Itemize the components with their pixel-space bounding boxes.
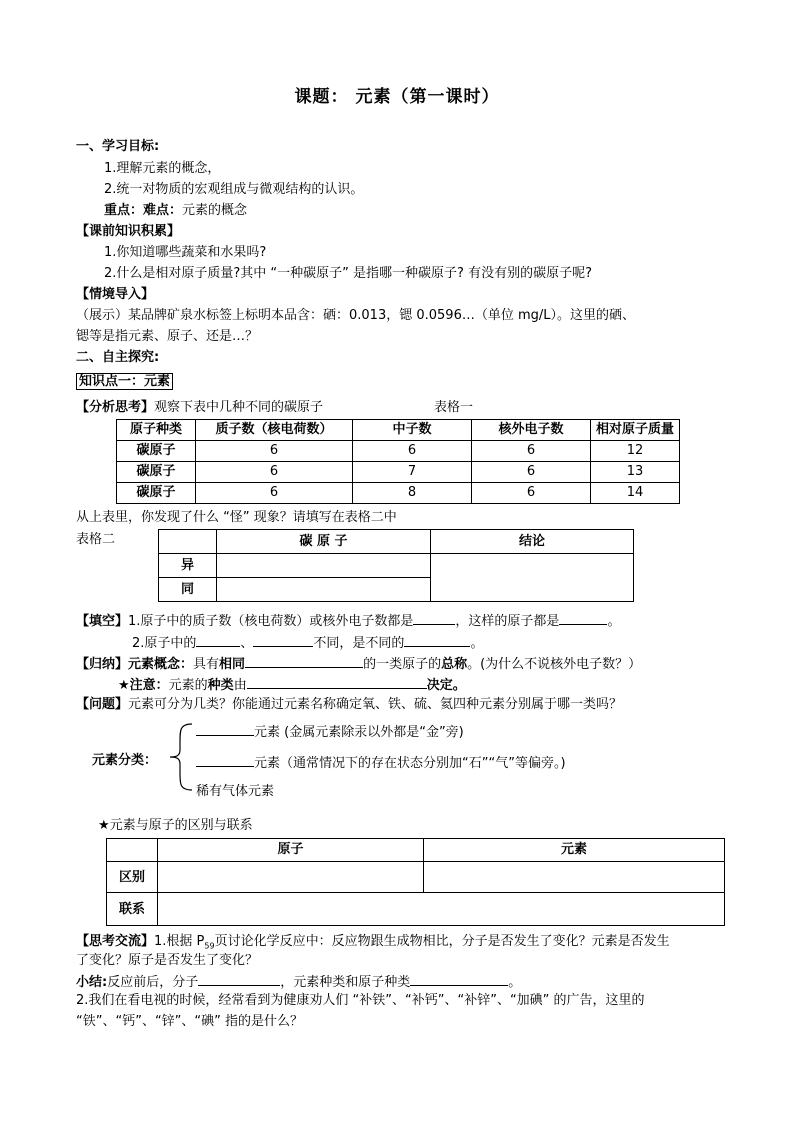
fill-line-2 [132,633,483,653]
conclusion-label: 小结: [76,975,108,990]
section-1-heading: 一、学习目标: [76,139,160,154]
discuss-text: 页讨论化学反应中：反应物跟生成物相比，分子是否发生了变化？元素是否发生 [214,934,670,949]
note-line [118,675,466,695]
summary-line [76,654,641,674]
table-cell: 13 [591,462,680,483]
note-label: ★注意： [118,678,169,693]
row-header: 联系 [107,893,158,926]
table-cell [159,530,217,554]
question-line [76,696,622,714]
summary-emphasis: 总称 [441,657,468,672]
table-cell: 碳原子 [117,483,196,504]
conclusion-text: 反应前后，分子 [107,975,199,990]
strange-question: 从上表里，你发现了什么 “怪” 现象？请填写在表格二中 [76,510,397,525]
knowledge-point-box: 知识点一：元素 [76,373,173,390]
table-row [117,462,680,483]
note-text: 决定。 [426,678,466,693]
table-cell [107,839,158,862]
discuss-text: 1.根据 P [154,934,205,949]
table-1-label: 表格一 [434,400,474,415]
fill-text: 2.原子中的 [132,636,197,651]
table-cell: 6 [472,462,591,483]
intro-line-1: （展示）某品牌矿泉水标签上标明本品含：硒：0.013，锶 0.0596…（单位 mg/L）。这里的硒、 [76,308,636,323]
tv-line-2: “铁”、“钙”、“锌”、“碘” 指的是什么？ [76,1014,304,1029]
fill-label: 【填空】 [76,614,129,629]
table-row [107,893,725,926]
discuss-label: 【思考交流】 [76,934,155,949]
table-cell: 6 [353,441,472,462]
answer-cell[interactable] [158,862,424,893]
note-emphasis: 种类 [207,678,234,693]
table-row [159,554,634,578]
answer-cell[interactable] [424,862,725,893]
discuss-line-2: 了变化？原子是否发生了变化？ [76,953,259,968]
summary-text: 具有 [193,657,220,672]
classify-item-noble: 稀有气体元素 [196,784,275,799]
row-header: 区别 [107,862,158,893]
conclusion-text: 。 [508,975,522,990]
intro-line-2: 锶等是指元素、原子、还是…？ [76,329,259,344]
table-cell: 14 [591,483,680,504]
blank-3[interactable] [196,633,240,647]
column-header: 结论 [431,530,634,554]
table-cell: 6 [196,462,353,483]
fill-line-1 [76,611,620,631]
column-header: 元素 [424,839,725,862]
column-header: 相对原子质量 [591,420,680,441]
carbon-atoms-table [116,419,680,504]
table-cell: 6 [472,483,591,504]
blank-7[interactable] [247,675,427,689]
key-points [104,202,247,220]
question-text: 元素可分为几类？你能通过元素名称确定氧、铁、硫、氦四种元素分别属于哪一类吗？ [128,697,623,712]
row-header: 异 [159,554,217,578]
note-text: 元素的 [168,678,208,693]
summary-emphasis: 相同 [219,657,246,672]
analysis-label: 【分析思考】 [76,400,155,415]
key-text: 元素的概念 [182,203,248,218]
goal-1: 1.理解元素的概念， [104,161,221,176]
answer-cell[interactable] [217,554,431,578]
tv-line-1: 2.我们在看电视的时候，经常看到为健康劝人们 “补铁”、“补钙”、“补锌”、“加碘” 的广告，这里的 [76,993,645,1008]
fill-text: 、 [240,636,254,651]
page-title: 课题： 元素（第一课时） [294,87,500,107]
table-row [117,483,680,504]
conclusion-cell[interactable] [431,554,634,602]
fill-text: 1.原子中的质子数（核电荷数）或核外电子数都是 [128,614,414,629]
section-2-heading: 二、自主探究: [76,350,160,365]
summary-text: 。(为什么不说核外电子数？） [467,657,642,672]
column-header: 原子 [158,839,424,862]
blank-4[interactable] [253,633,313,647]
relation-heading: ★元素与原子的区别与联系 [98,818,253,833]
classify-text: 元素 (金属元素除汞以外都是“金”旁) [254,725,464,740]
pre-question-2: 2.什么是相对原子质量?其中 “一种碳原子” 是指哪一种碳原子? 有没有别的碳原子呢? [104,266,592,281]
table-cell: 6 [472,441,591,462]
question-label: 【问题】 [76,697,129,712]
classify-item-nonmetal [196,753,566,773]
pre-heading: 【课前知识积累】 [76,224,181,239]
comparison-table [158,529,634,602]
table-header-row [117,420,680,441]
column-header: 碳 原 子 [217,530,431,554]
classify-label: 元素分类： [92,753,158,768]
table-cell: 12 [591,441,680,462]
brace-icon [162,722,196,792]
table-row [107,862,725,893]
column-header: 中子数 [353,420,472,441]
table-cell: 6 [196,441,353,462]
classify-item-metal [196,722,464,742]
fill-text: 。 [607,614,621,629]
fill-text: ，这样的原子都是 [455,614,560,629]
relation-table [106,838,725,926]
blank-8[interactable] [196,722,254,736]
blank-5[interactable] [404,633,470,647]
table-cell: 碳原子 [117,441,196,462]
conclusion-line [76,972,521,992]
conclusion-text: ，元素种类和原子种类 [280,975,411,990]
table-header-row [107,839,725,862]
knowledge-point-1 [76,373,173,391]
blank-2[interactable] [559,611,607,625]
blank-6[interactable] [245,654,363,668]
table-cell: 7 [353,462,472,483]
page-ref: 59 [204,941,215,951]
note-text: 由 [233,678,247,693]
table-row [117,441,680,462]
blank-10[interactable] [198,972,280,986]
key-label: 重点：难点： [104,203,183,218]
pre-question-1: 1.你知道哪些蔬菜和水果吗? [104,245,267,260]
answer-cell[interactable] [158,893,725,926]
column-header: 质子数（核电荷数） [196,420,353,441]
column-header: 原子种类 [117,420,196,441]
column-header: 核外电子数 [472,420,591,441]
table-header-row [159,530,634,554]
summary-label: 【归纳】 [76,657,129,672]
blank-11[interactable] [410,972,508,986]
concept-label: 元素概念： [128,657,194,672]
intro-heading: 【情境导入】 [76,287,155,302]
row-header: 同 [159,578,217,602]
table-cell: 碳原子 [117,462,196,483]
table-cell: 6 [196,483,353,504]
fill-text: 不同，是不同的 [313,636,405,651]
analysis-line [76,399,323,417]
blank-1[interactable] [413,611,455,625]
fill-text: 。 [470,636,484,651]
summary-text: 的一类原子的 [363,657,442,672]
classify-text: 元素（通常情况下的存在状态分别加“石”“气”等偏旁。) [254,756,566,771]
blank-9[interactable] [196,753,254,767]
table-cell: 8 [353,483,472,504]
answer-cell[interactable] [217,578,431,602]
goal-2: 2.统一对物质的宏观组成与微观结构的认识。 [104,182,364,197]
table-2-label: 表格二 [76,532,116,547]
analysis-text: 观察下表中几种不同的碳原子 [154,400,324,415]
